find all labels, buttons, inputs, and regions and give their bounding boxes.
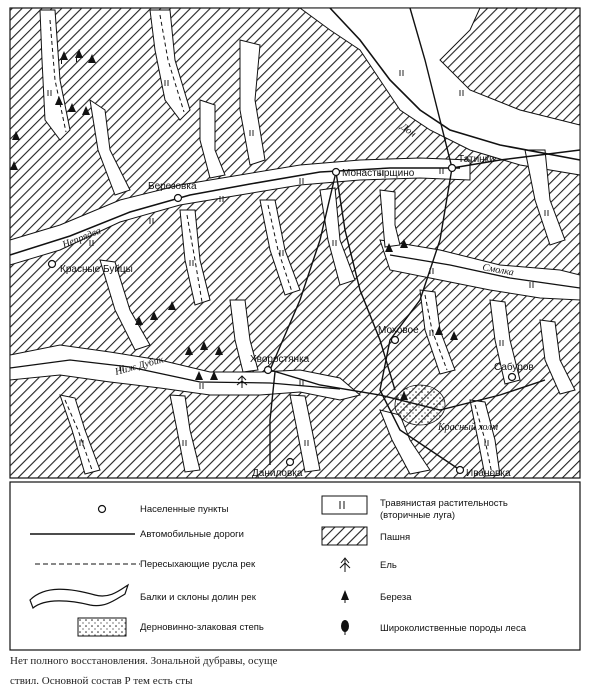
bg-text-line: Нет полного восстановления. Зональной дубравы, осуще (10, 655, 278, 667)
settlement-khvorostyanka (265, 367, 272, 374)
legend-grass-line2: (вторичные луга) (380, 510, 456, 521)
legend-spruce: Ель (380, 560, 397, 571)
settlement-tatinki (449, 165, 456, 172)
map-area (10, 8, 580, 479)
label-tatinki: Татинки (458, 154, 495, 165)
background-page-text-bottom (10, 655, 278, 687)
settlement-saburovo (509, 374, 516, 381)
label-ivanovka: Ивановка (466, 468, 511, 479)
settlement-berezovka (175, 195, 182, 202)
legend-roads: Автомобильные дороги (140, 529, 244, 540)
label-krasny-kholm: Красный холм (438, 422, 498, 433)
settlement-mokhovoe (392, 337, 399, 344)
legend-dry-riverbeds: Пересыхающие русла рек (140, 559, 256, 570)
label-smolka: Смолка (481, 262, 515, 279)
legend-steppe-symbol (78, 618, 126, 636)
settlement-monastyrshchino (333, 169, 340, 176)
label-nizh-dubik: Ниж.Дубик (113, 354, 165, 378)
bg-text-line: ствил. Основной состав Р тем есть сты (10, 675, 193, 687)
settlement-danilovka (287, 459, 294, 466)
legend-arable: Пашня (380, 532, 411, 543)
legend-grass-line1: Травянистая растительность (380, 498, 508, 509)
settlement-krasnye-buyancy (49, 261, 56, 268)
label-berezovka: Березовка (148, 181, 197, 192)
label-monastyrshchino: Монастырщино (342, 168, 415, 179)
label-khvorostyanka: Хворостянка (250, 354, 310, 365)
settlement-ivanovka (457, 467, 464, 474)
legend-settlements: Населенные пункты (140, 504, 229, 515)
label-nepryadva: Непрядва (61, 225, 103, 251)
label-don: Дон (398, 121, 418, 140)
label-krasnye-buyancy: Красные Буйцы (60, 264, 133, 275)
legend-birch: Береза (380, 592, 412, 603)
label-saburovo: Сабуров (494, 362, 534, 373)
label-mokhovoe: Моховое (378, 325, 419, 336)
legend-arable-symbol (322, 527, 367, 545)
label-danilovka: Даниловка (252, 468, 303, 479)
legend-settlement-symbol (99, 506, 106, 513)
legend-broadleaf: Широколиственные породы леса (380, 623, 526, 634)
legend (10, 482, 580, 650)
legend-gullies: Балки и склоны долин рек (140, 592, 256, 603)
legend-steppe: Дерновинно-злаковая степь (140, 622, 264, 633)
